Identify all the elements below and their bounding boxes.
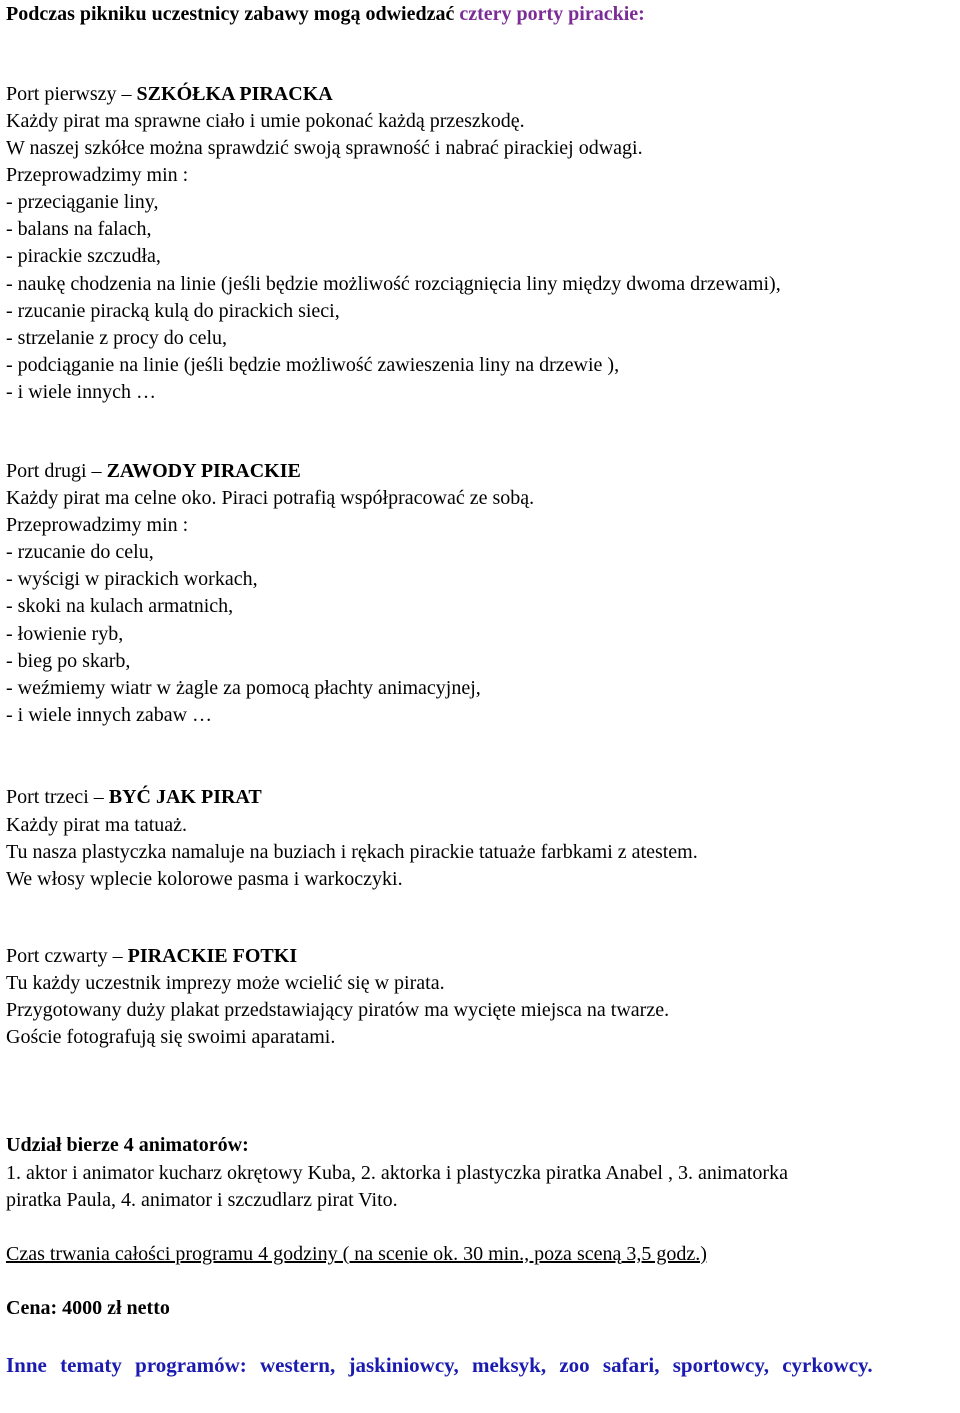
port1-label: Port pierwszy – <box>6 83 137 105</box>
animators-line: 1. aktor i animator kucharz okrętowy Kuba, 2. aktorka i plastyczka piratka Anabel , 3. animatorka <box>6 1162 788 1184</box>
port4-line: Goście fotografują się swoimi aparatami. <box>6 1026 336 1048</box>
port1-line: W naszej szkółce można sprawdzić swoją sprawność i nabrać pirackiej odwagi. <box>6 137 643 159</box>
port4-heading <box>6 943 297 970</box>
port1-line: - pirackie szczudła, <box>6 245 161 267</box>
port4-name: PIRACKIE FOTKI <box>127 945 298 967</box>
port3-heading <box>6 784 262 811</box>
port1-name: SZKÓŁKA PIRACKA <box>136 83 333 105</box>
port2-line: - łowienie ryb, <box>6 623 124 645</box>
port3-line: We włosy wplecie kolorowe pasma i warkoczyki. <box>6 868 403 890</box>
port1-line: - naukę chodzenia na linie (jeśli będzie możliwość rozciągnięcia liny między dwoma drzewami), <box>6 273 781 295</box>
price-text: Cena: 4000 zł netto <box>6 1297 170 1319</box>
port2-line: - skoki na kulach armatnich, <box>6 595 234 617</box>
port4-line: Przygotowany duży plakat przedstawiający piratów ma wycięte miejsca na twarze. <box>6 999 670 1021</box>
port2-line: - wyścigi w pirackich workach, <box>6 568 258 590</box>
port4-label: Port czwarty – <box>6 945 128 967</box>
port1-line: - balans na falach, <box>6 218 152 240</box>
port2-line: Każdy pirat ma celne oko. Piraci potrafią współpracować ze sobą. <box>6 487 535 509</box>
intro-line <box>6 1 645 28</box>
port2-line: - i wiele innych zabaw … <box>6 704 213 726</box>
port2-name: ZAWODY PIRACKIE <box>106 460 301 482</box>
port1-line: - podciąganie na linie (jeśli będzie możliwość zawieszenia liny na drzewie ), <box>6 354 620 376</box>
port2-line: - bieg po skarb, <box>6 650 131 672</box>
port2-label: Port drugi – <box>6 460 107 482</box>
intro-text: Podczas pikniku uczestnicy zabawy mogą odwiedzać <box>6 3 460 25</box>
port1-line: Przeprowadzimy min : <box>6 164 189 186</box>
port2-line: - weźmiemy wiatr w żagle za pomocą płachty animacyjnej, <box>6 677 481 699</box>
port2-heading <box>6 458 301 485</box>
port1-heading <box>6 81 333 108</box>
port2-line: Przeprowadzimy min : <box>6 514 189 536</box>
port4-line: Tu każdy uczestnik imprezy może wcielić się w pirata. <box>6 972 445 994</box>
port1-line: - strzelanie z procy do celu, <box>6 327 228 349</box>
intro-highlight: cztery porty pirackie: <box>459 3 645 25</box>
port3-line: Tu nasza plastyczka namaluje na buziach i rękach pirackie tatuaże farbkami z atestem. <box>6 841 698 863</box>
port1-line: - i wiele innych … <box>6 381 156 403</box>
duration-text: Czas trwania całości programu 4 godziny ( na scenie ok. 30 min., poza sceną 3,5 godz.) <box>6 1243 707 1265</box>
port2-line: - rzucanie do celu, <box>6 541 154 563</box>
animators-heading: Udział bierze 4 animatorów: <box>6 1134 249 1156</box>
animators-line: piratka Paula, 4. animator i szczudlarz pirat Vito. <box>6 1189 398 1211</box>
port1-line: - przeciąganie liny, <box>6 191 159 213</box>
port3-line: Każdy pirat ma tatuaż. <box>6 814 188 836</box>
port1-line: Każdy pirat ma sprawne ciało i umie pokonać każdą przeszkodę. <box>6 110 525 132</box>
port1-line: - rzucanie piracką kulą do pirackich sieci, <box>6 300 340 322</box>
port3-label: Port trzeci – <box>6 786 109 808</box>
port3-name: BYĆ JAK PIRAT <box>108 786 262 808</box>
other-topics-text: Inne tematy programów: western, jaskiniowcy, meksyk, zoo safari, sportowcy, cyrkowcy. <box>6 1353 873 1377</box>
